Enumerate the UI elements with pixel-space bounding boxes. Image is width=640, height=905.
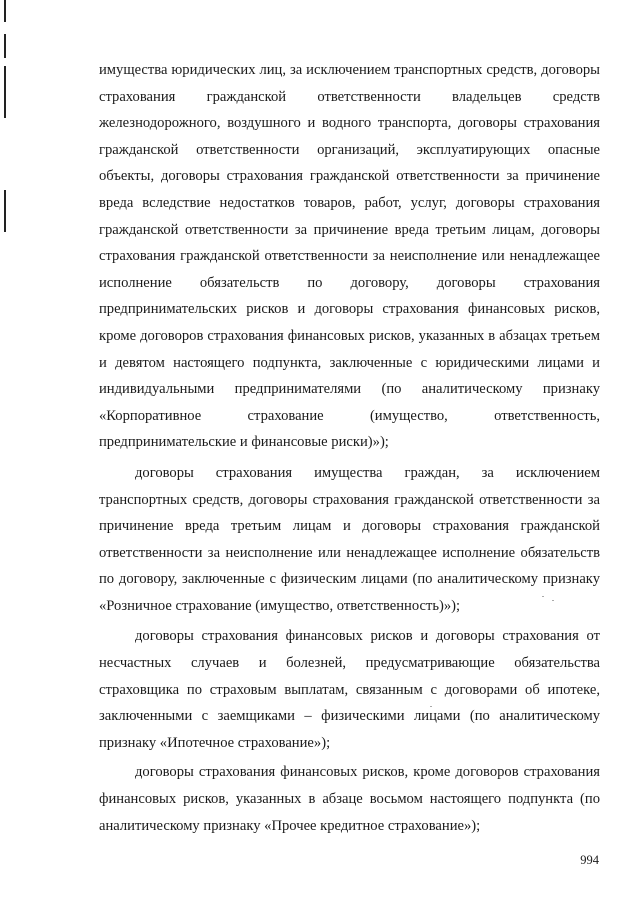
paragraph-mortgage-insurance: договоры страхования финансовых рисков и договоры страхования от несчастных случаев и болезней, предусматривающие обязательства страховщика по страховым выплатам, связанным с договорами об ипотеке, заключенными с заемщиками – физическими лицами (по аналитическому признаку «Ипотечное страхование»); [99,628,600,751]
paragraph-continued: имущества юридических лиц, за исключением транспортных средств, договоры страхования гражданской ответственности владельцев средств железнодорожного, воздушного и водного транспорта, договоры страхования гражданской ответственности организаций, эксплуатирующих опасные объекты, договоры страхования гражданской ответственности за причинение вреда вследствие недостатков товаров, работ, услуг, договоры страхования гражданской ответственности за причинение вреда третьим лицам, договоры страхования гражданской ответственности за неисполнение или ненадлежащее исполнение обязательств по договору, договоры страхования предпринимательских рисков и договоры страхования финансовых рисков, кроме договоров страхования финансовых рисков, указанных в абзацах третьем и девятом настоящего подпункта, заключенные с юридическими лицами и индивидуальными предпринимателями (по аналитическому признаку «Корпоративное страхование (имущество, ответственность, предпринимательские и финансовые риски)»); [99,62,600,451]
scan-edge-mark [4,34,6,58]
scan-edge-mark [4,190,6,232]
paragraph-other-credit-insurance: договоры страхования финансовых рисков, кроме договоров страхования финансовых рисков, указанных в абзаце восьмом настоящего подпункта (по аналитическому признаку «Прочее кредитное страхование»); [99,764,600,834]
scan-edge-mark [4,0,6,22]
scan-edge-mark [4,66,6,118]
document-body [99,57,600,839]
paragraph-retail-insurance: договоры страхования имущества граждан, за исключением транспортных средств, договоры страхования гражданской ответственности за причинение вреда третьим лицам и договоры страхования гражданской ответственности за неисполнение или ненадлежащее исполнение обязательств по договору, заключенные с физическим лицами (по аналитическому признаку «Розничное страхование (имущество, ответственность)»); [99,464,600,614]
page-number: 994 [580,853,599,867]
